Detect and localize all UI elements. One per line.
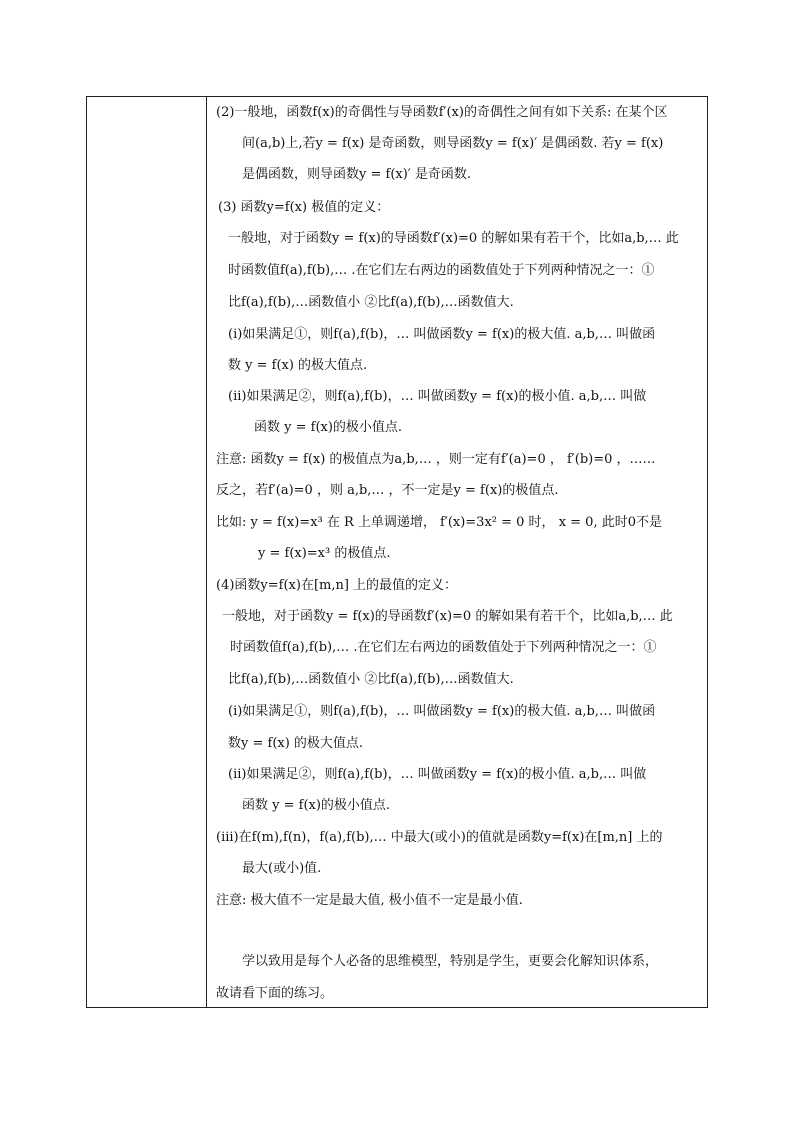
text-line: 数 y = f(x) 的极大值点. [228,358,368,373]
text-line: 一般地，对于函数y = f(x)的导函数f′(x)=0 的解如果有若干个，比如a,b,… 此 [222,609,673,624]
text-line: 最大(或小)值. [242,861,322,876]
text-line: 时函数值f(a),f(b),… .在它们左右两边的函数值处于下列两种情况之一：① [228,263,655,278]
text-line: 比f(a),f(b),…函数值小 ②比f(a),f(b),…函数值大. [228,672,514,687]
text-line: 函数 y = f(x)的极小值点. [242,798,391,813]
text-line: (ii)如果满足②，则f(a),f(b)，… 叫做函数y = f(x)的极小值. a,b,… 叫做 [228,389,647,404]
table-column-divider [206,96,207,1008]
text-line: 比如: y = f(x)=x³ 在 R 上单调递增， f′(x)=3x² = 0 时， x = 0, 此时0不是 [216,515,662,530]
text-line: (2)一般地，函数f(x)的奇偶性与导函数f′(x)的奇偶性之间有如下关系: 在某个区 [216,105,668,120]
text-line: (3) 函数y=f(x) 极值的定义： [218,200,390,215]
text-line: 故请看下面的练习。 [216,986,334,1001]
text-line: 注意: 极大值不一定是最大值, 极小值不一定是最小值. [216,893,523,908]
text-line: 注意: 函数y = f(x) 的极值点为a,b,… ，则一定有f′(a)=0 ， f′(b)=0 ，…… [216,452,656,467]
text-line: (i)如果满足①，则f(a),f(b)，… 叫做函数y = f(x)的极大值. a,b,… 叫做函 [228,704,656,719]
text-line: 反之，若f′(a)=0 ，则 a,b,… ，不一定是y = f(x)的极值点. [216,483,559,498]
text-line: 函数 y = f(x)的极小值点. [254,420,403,435]
text-line: 时函数值f(a),f(b),… .在它们左右两边的函数值处于下列两种情况之一：① [230,640,657,655]
text-line: 学以致用是每个人必备的思维模型，特别是学生，更要会化解知识体系， [242,954,659,969]
text-line: 比f(a),f(b),…函数值小 ②比f(a),f(b),…函数值大. [228,295,514,310]
text-line: (i)如果满足①，则f(a),f(b)，… 叫做函数y = f(x)的极大值. a,b,… 叫做函 [228,327,656,342]
text-line: y = f(x)=x³ 的极值点. [258,546,391,561]
text-line: 一般地，对于函数y = f(x)的导函数f′(x)=0 的解如果有若干个，比如a,b,… 此 [228,231,679,246]
text-line: 数y = f(x) 的极大值点. [228,736,364,751]
text-line: (4)函数y=f(x)在[m,n] 上的最值的定义： [216,578,458,593]
text-line: (iii)在f(m),f(n)，f(a),f(b),… 中最大(或小)的值就是函数y=f(x)在[m,n] 上的 [216,830,663,845]
text-line: 间(a,b)上,若y = f(x) 是奇函数，则导函数y = f(x)′ 是偶函数. 若y = f(x) [242,136,664,151]
text-line: 是偶函数，则导函数y = f(x)′ 是奇函数. [242,167,472,182]
text-line: (ii)如果满足②，则f(a),f(b)，… 叫做函数y = f(x)的极小值. a,b,… 叫做 [228,767,647,782]
